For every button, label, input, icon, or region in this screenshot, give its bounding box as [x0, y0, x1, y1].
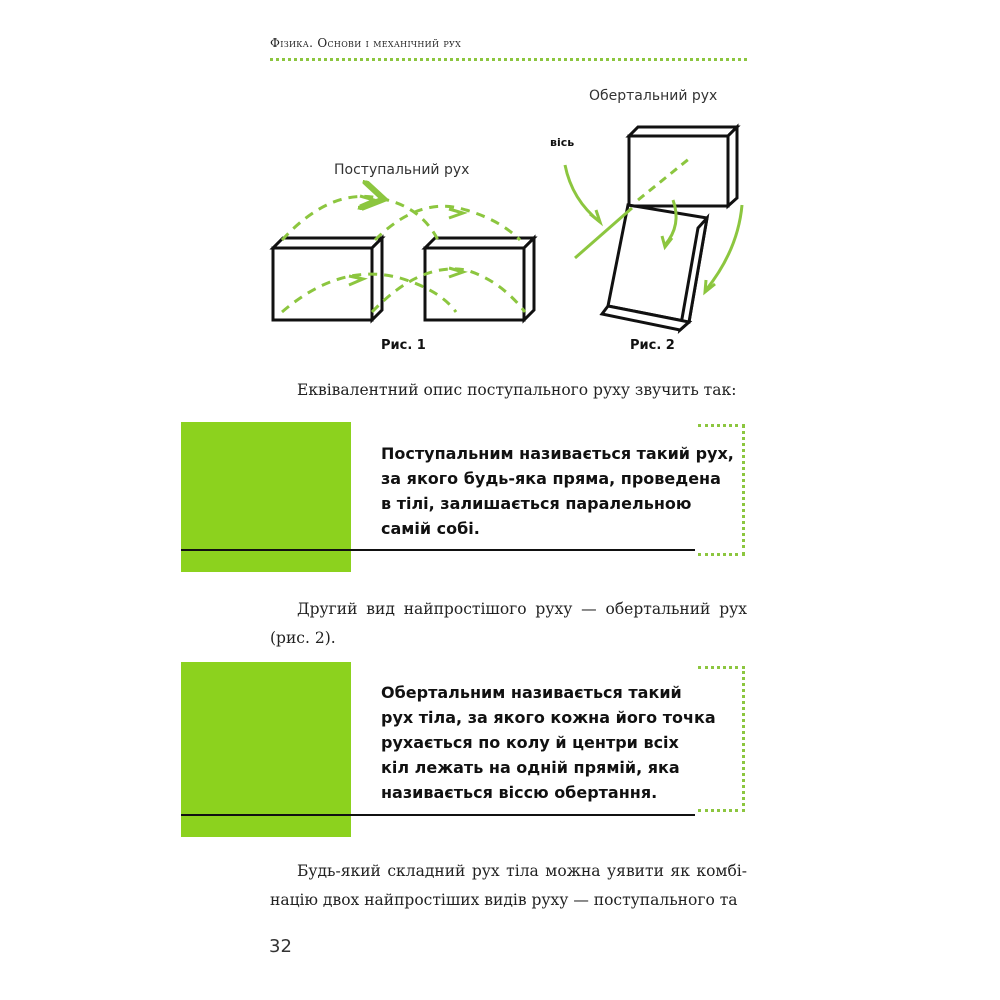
fig2-block-rotated: [602, 205, 707, 330]
fig2-caption: Рис. 2: [630, 338, 675, 353]
def1-line: в тілі, залишається паралельною: [381, 494, 692, 513]
axis-label: вісь: [550, 136, 575, 149]
def1-line: за якого будь-яка пряма, проведена: [381, 469, 721, 488]
second-type-paragraph: Другий вид найпростішого руху — обертальний рух (рис. 2).: [270, 600, 747, 647]
definition-translational: [381, 441, 734, 541]
fig1-caption: Рис. 1: [381, 338, 426, 353]
page-number: 32: [269, 936, 292, 957]
definition1-rule: [181, 549, 695, 551]
def2-line: рухається по колу й центри всіх: [381, 733, 679, 752]
definition2-green-block: [181, 662, 351, 837]
def2-line: рух тіла, за якого кожна його точка: [381, 708, 716, 727]
def2-line: кіл лежать на одній прямій, яка: [381, 758, 680, 777]
fig2-label: Обертальний рух: [589, 88, 718, 104]
intro-paragraph: Еквівалентний опис поступального руху звучить так:: [297, 381, 737, 399]
fig2-block-upper: [629, 127, 737, 206]
def2-line: Обертальним називається такий: [381, 683, 682, 702]
fig1-label: Поступальний рух: [334, 162, 470, 178]
def2-line: називається віссю обертання.: [381, 783, 658, 802]
def1-line: Поступальним називається такий рух,: [381, 444, 734, 463]
definition-rotational: [381, 680, 716, 805]
figures-illustration: [0, 0, 1000, 380]
running-header: Фізика. Основи і механічний рух: [270, 36, 462, 50]
combination-paragraph: Будь-який складний рух тіла можна уявити як комбі-націю двох найпростіших видів руху — поступального та: [270, 862, 747, 909]
fig1-block-right: [425, 238, 534, 320]
def1-line: самій собі.: [381, 519, 480, 538]
definition2-rule: [181, 814, 695, 816]
